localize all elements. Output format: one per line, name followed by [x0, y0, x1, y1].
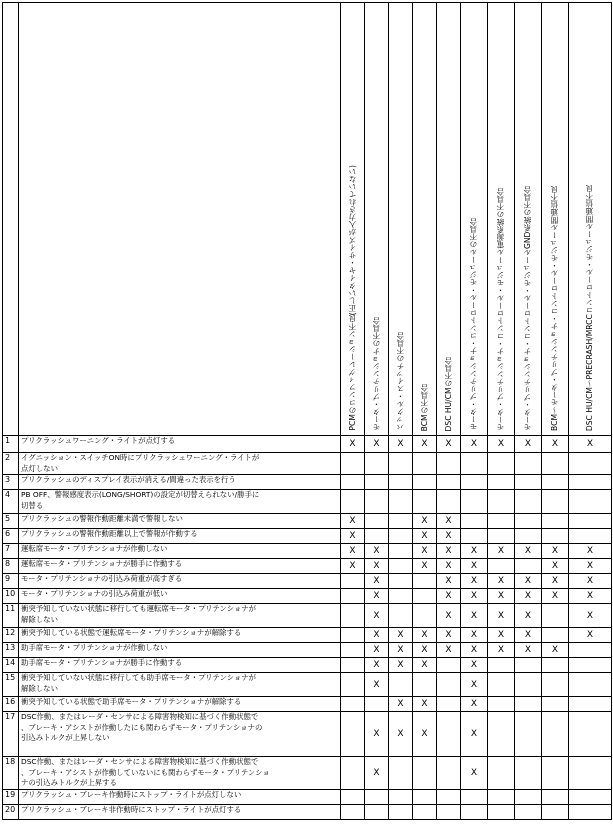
cause-mark-cell [365, 529, 389, 544]
cause-mark-cell: X [365, 544, 389, 559]
cause-mark-cell [413, 475, 437, 490]
cause-mark-cell: X [437, 436, 461, 453]
cause-mark-cell [542, 604, 569, 628]
symptom-text: モータ・プリテンショナの引込み荷重が高すぎる [19, 574, 341, 589]
cause-mark-cell [341, 805, 365, 820]
cause-mark-cell [488, 805, 515, 820]
cause-mark-cell: X [542, 436, 569, 453]
table-row [3, 604, 612, 628]
table-row [3, 757, 612, 790]
cause-mark-cell: X [569, 544, 612, 559]
cause-mark-cell [389, 559, 413, 574]
cause-mark-cell [542, 658, 569, 673]
cause-mark-cell [389, 514, 413, 529]
cause-mark-cell: X [437, 529, 461, 544]
cause-mark-cell: X [341, 544, 365, 559]
cause-mark-cell [341, 604, 365, 628]
cause-mark-cell [488, 453, 515, 475]
cause-mark-cell [569, 658, 612, 673]
cause-mark-cell [341, 589, 365, 604]
cause-mark-cell [488, 673, 515, 697]
cause-mark-cell: X [461, 673, 488, 697]
cause-mark-cell: X [569, 589, 612, 604]
column-header-cause-2 [365, 3, 389, 436]
cause-mark-cell [542, 757, 569, 790]
column-header-label: モータ・プリテンショナ・コントロール・モジュール電源系統の不具合 [496, 187, 505, 431]
cause-mark-cell: X [437, 643, 461, 658]
cause-mark-cell: X [515, 589, 542, 604]
cause-mark-cell [413, 604, 437, 628]
cause-mark-cell: X [569, 574, 612, 589]
cause-mark-cell [389, 475, 413, 490]
cause-mark-cell [515, 757, 542, 790]
cause-mark-cell [461, 805, 488, 820]
cause-mark-cell [341, 658, 365, 673]
cause-mark-cell [461, 475, 488, 490]
column-header-cause-6 [461, 3, 488, 436]
cause-mark-cell [569, 490, 612, 514]
cause-mark-cell [488, 757, 515, 790]
cause-mark-cell [542, 790, 569, 805]
diagnosis-matrix [2, 2, 612, 820]
cause-mark-cell: X [515, 628, 542, 643]
row-number: 10 [3, 589, 19, 604]
cause-mark-cell: X [488, 574, 515, 589]
cause-mark-cell: X [365, 673, 389, 697]
row-number: 17 [3, 712, 19, 757]
cause-mark-cell: X [437, 589, 461, 604]
cause-mark-cell: X [437, 574, 461, 589]
cause-mark-cell [569, 712, 612, 757]
cause-mark-cell: X [515, 643, 542, 658]
cause-mark-cell [389, 589, 413, 604]
column-header-label: BCMの不具合 [419, 383, 429, 431]
cause-mark-cell [389, 604, 413, 628]
cause-mark-cell: X [461, 628, 488, 643]
cause-mark-cell [542, 529, 569, 544]
symptom-text: 運転席モータ・プリテンショナが作動しない [19, 544, 341, 559]
cause-mark-cell [515, 529, 542, 544]
symptom-text: DSC作動、またはレーダ・センサによる障害物検知に基づく作動状態で 、ブレーキ・アシストが作動したにも関わらずモータ・プリテンショナの 引込みトルクが上昇しない [19, 712, 341, 757]
header-corner-number [3, 3, 19, 436]
column-header-cause-9 [542, 3, 569, 436]
cause-mark-cell [413, 453, 437, 475]
cause-mark-cell [569, 643, 612, 658]
symptom-text: 衝突予知している状態で助手席モータ・プリテンショナが解除する [19, 697, 341, 712]
cause-mark-cell: X [341, 559, 365, 574]
cause-mark-cell [569, 757, 612, 790]
column-header-label: モータ・プリテンショナの不具合 [371, 317, 381, 431]
cause-mark-cell [389, 805, 413, 820]
symptom-text: 助手席モータ・プリテンショナが勝手に作動する [19, 658, 341, 673]
column-header-cause-10 [569, 3, 612, 436]
table-row [3, 475, 612, 490]
symptom-text: 衝突予知していない状態に移行しても助手席モータ・プリテンショナが 解除しない [19, 673, 341, 697]
row-number: 13 [3, 643, 19, 658]
cause-mark-cell [515, 559, 542, 574]
cause-mark-cell [542, 712, 569, 757]
row-number: 6 [3, 529, 19, 544]
table-row [3, 490, 612, 514]
cause-mark-cell: X [389, 436, 413, 453]
row-number: 3 [3, 475, 19, 490]
cause-mark-cell: X [461, 436, 488, 453]
cause-mark-cell [569, 790, 612, 805]
cause-mark-cell: X [437, 628, 461, 643]
cause-mark-cell: X [365, 589, 389, 604]
column-header-cause-1 [341, 3, 365, 436]
cause-mark-cell [461, 453, 488, 475]
cause-mark-cell: X [569, 559, 612, 574]
row-number: 11 [3, 604, 19, 628]
cause-mark-cell [488, 790, 515, 805]
cause-mark-cell [515, 805, 542, 820]
cause-mark-cell: X [461, 574, 488, 589]
cause-mark-cell [515, 712, 542, 757]
row-number: 19 [3, 790, 19, 805]
cause-mark-cell [389, 790, 413, 805]
symptom-text: イグニッション・スイッチON時にプリクラッシュワーニング・ライトが 点灯しない [19, 453, 341, 475]
cause-mark-cell [515, 490, 542, 514]
cause-mark-cell: X [389, 628, 413, 643]
symptom-text: プリクラッシュワーニング・ライトが点灯する [19, 436, 341, 453]
cause-mark-cell: X [488, 589, 515, 604]
symptom-text: 衝突予知している状態で運転席モータ・プリテンショナが解除する [19, 628, 341, 643]
cause-mark-cell: X [461, 697, 488, 712]
cause-mark-cell: X [413, 697, 437, 712]
table-row [3, 589, 612, 604]
cause-mark-cell: X [461, 604, 488, 628]
cause-mark-cell: X [365, 658, 389, 673]
cause-mark-cell [437, 757, 461, 790]
row-number: 16 [3, 697, 19, 712]
row-number: 12 [3, 628, 19, 643]
cause-mark-cell [488, 490, 515, 514]
table-row [3, 712, 612, 757]
cause-mark-cell [437, 490, 461, 514]
cause-mark-cell [365, 790, 389, 805]
table-row [3, 436, 612, 453]
cause-mark-cell [515, 658, 542, 673]
cause-mark-cell [515, 453, 542, 475]
cause-mark-cell: X [365, 757, 389, 790]
symptom-text: モータ・プリテンショナの引込み荷重が低い [19, 589, 341, 604]
column-header-label: DSC HU/CMの不具合 [443, 356, 453, 431]
cause-mark-cell: X [413, 628, 437, 643]
cause-mark-cell: X [542, 589, 569, 604]
cause-mark-cell [542, 453, 569, 475]
cause-mark-cell [569, 529, 612, 544]
cause-mark-cell [437, 673, 461, 697]
cause-mark-cell: X [365, 559, 389, 574]
cause-mark-cell [389, 490, 413, 514]
cause-mark-cell: X [341, 529, 365, 544]
cause-mark-cell: X [515, 544, 542, 559]
row-number: 4 [3, 490, 19, 514]
cause-mark-cell: X [542, 643, 569, 658]
cause-mark-cell [437, 475, 461, 490]
cause-mark-cell [365, 697, 389, 712]
cause-mark-cell: X [413, 643, 437, 658]
cause-mark-cell [437, 790, 461, 805]
cause-mark-cell: X [389, 643, 413, 658]
cause-mark-cell [515, 697, 542, 712]
cause-mark-cell: X [413, 658, 437, 673]
cause-mark-cell [341, 712, 365, 757]
cause-mark-cell: X [542, 574, 569, 589]
cause-mark-cell [341, 475, 365, 490]
cause-mark-cell [488, 697, 515, 712]
cause-mark-cell [437, 697, 461, 712]
cause-mark-cell [341, 574, 365, 589]
cause-mark-cell: X [488, 544, 515, 559]
row-number: 8 [3, 559, 19, 574]
cause-mark-cell: X [413, 529, 437, 544]
table-row [3, 514, 612, 529]
cause-mark-cell: X [341, 436, 365, 453]
cause-mark-cell [413, 673, 437, 697]
cause-mark-cell: X [413, 544, 437, 559]
cause-mark-cell [389, 673, 413, 697]
symptom-text: プリクラッシュの警報作動距離未満で警報しない [19, 514, 341, 529]
cause-mark-cell [437, 453, 461, 475]
cause-mark-cell: X [461, 658, 488, 673]
cause-mark-cell: X [437, 544, 461, 559]
cause-mark-cell [341, 490, 365, 514]
cause-mark-cell: X [389, 697, 413, 712]
row-number: 14 [3, 658, 19, 673]
cause-mark-cell: X [413, 712, 437, 757]
table-row [3, 544, 612, 559]
cause-mark-cell [341, 643, 365, 658]
cause-mark-cell: X [488, 643, 515, 658]
cause-mark-cell: X [365, 574, 389, 589]
cause-mark-cell: X [365, 643, 389, 658]
cause-mark-cell [569, 453, 612, 475]
cause-mark-cell: X [437, 514, 461, 529]
cause-mark-cell: X [461, 559, 488, 574]
symptom-text: PB OFF、警報感度表示(LONG/SHORT)の設定が切替えられない/勝手に 切替る [19, 490, 341, 514]
cause-mark-cell: X [413, 559, 437, 574]
symptom-text: DSC作動、またはレーダ・センサによる障害物検知に基づく作動状態で 、ブレーキ・アシストが作動していないにも関わらずモータ・プリテンショ ナの引込みトルクが上昇する [19, 757, 341, 790]
cause-mark-cell: X [488, 604, 515, 628]
cause-mark-cell [515, 673, 542, 697]
row-number: 20 [3, 805, 19, 820]
cause-mark-cell [488, 475, 515, 490]
row-number: 1 [3, 436, 19, 453]
cause-mark-cell [461, 790, 488, 805]
cause-mark-cell [341, 757, 365, 790]
cause-mark-cell: X [461, 757, 488, 790]
cause-mark-cell [413, 589, 437, 604]
cause-mark-cell: X [569, 604, 612, 628]
cause-mark-cell: X [461, 643, 488, 658]
cause-mark-cell [542, 490, 569, 514]
cause-mark-cell [389, 453, 413, 475]
row-number: 5 [3, 514, 19, 529]
cause-mark-cell [461, 529, 488, 544]
cause-mark-cell [341, 697, 365, 712]
cause-mark-cell: X [341, 514, 365, 529]
cause-mark-cell: X [389, 658, 413, 673]
table-row [3, 790, 612, 805]
cause-mark-cell: X [365, 712, 389, 757]
cause-mark-cell [341, 453, 365, 475]
column-header-cause-5 [437, 3, 461, 436]
cause-mark-cell [437, 712, 461, 757]
table-row [3, 697, 612, 712]
cause-mark-cell [437, 805, 461, 820]
cause-mark-cell [413, 757, 437, 790]
row-number: 15 [3, 673, 19, 697]
cause-mark-cell: X [488, 628, 515, 643]
table-row [3, 529, 612, 544]
table-row [3, 805, 612, 820]
cause-mark-cell: X [569, 628, 612, 643]
cause-mark-cell: X [488, 436, 515, 453]
symptom-text: プリクラッシュの警報作動距離以上で警報が作動する [19, 529, 341, 544]
cause-mark-cell [569, 805, 612, 820]
cause-mark-cell [365, 475, 389, 490]
cause-mark-cell [389, 529, 413, 544]
cause-mark-cell [413, 790, 437, 805]
cause-mark-cell: X [365, 628, 389, 643]
cause-mark-cell [341, 673, 365, 697]
cause-mark-cell [365, 514, 389, 529]
cause-mark-cell [515, 790, 542, 805]
cause-mark-cell [515, 475, 542, 490]
cause-mark-cell: X [515, 604, 542, 628]
column-header-cause-3 [389, 3, 413, 436]
cause-mark-cell [413, 805, 437, 820]
cause-mark-cell [488, 712, 515, 757]
column-header-label: モータ・プリテンショナ・コントロール・モジュールGND系統の不具合 [523, 185, 532, 431]
column-header-label: DSC HU/CM〜PRECRASH/MRCCコントロール・モジュール間通信不良 [585, 184, 594, 431]
table-row [3, 559, 612, 574]
cause-mark-cell [341, 790, 365, 805]
table-row [3, 658, 612, 673]
cause-mark-cell: X [413, 514, 437, 529]
column-header-cause-4 [413, 3, 437, 436]
cause-mark-cell [488, 559, 515, 574]
cause-mark-cell: X [437, 559, 461, 574]
symptom-cause-table [2, 2, 612, 820]
cause-mark-cell [488, 514, 515, 529]
column-header-label: モータ・プリテンショナ・コントロール・モジュールの不具合 [469, 218, 478, 431]
cause-mark-cell: X [542, 559, 569, 574]
cause-mark-cell [488, 529, 515, 544]
cause-mark-cell [542, 475, 569, 490]
cause-mark-cell [341, 628, 365, 643]
cause-mark-cell: X [461, 544, 488, 559]
symptom-text: プリクラッシュのディスプレイ表示が消える/間違った表示を行う [19, 475, 341, 490]
column-header-label: BCM〜モータ・プリテンショナ・コントロール・モジュール間通信不良 [550, 186, 559, 431]
cause-mark-cell [542, 514, 569, 529]
cause-mark-cell [569, 475, 612, 490]
cause-mark-cell [389, 544, 413, 559]
table-row [3, 673, 612, 697]
table-row [3, 628, 612, 643]
cause-mark-cell: X [542, 544, 569, 559]
cause-mark-cell [413, 574, 437, 589]
cause-mark-cell [389, 757, 413, 790]
cause-mark-cell [365, 805, 389, 820]
table-row [3, 643, 612, 658]
cause-mark-cell: X [437, 604, 461, 628]
cause-mark-cell: X [365, 436, 389, 453]
symptom-text: 運転席モータ・プリテンショナが勝手に作動する [19, 559, 341, 574]
cause-mark-cell: X [569, 436, 612, 453]
cause-mark-cell [413, 490, 437, 514]
row-number: 7 [3, 544, 19, 559]
cause-mark-cell [365, 490, 389, 514]
column-header-cause-8 [515, 3, 542, 436]
cause-mark-cell [365, 453, 389, 475]
header-corner-symptom [19, 3, 341, 436]
cause-mark-cell: X [461, 589, 488, 604]
column-header-cause-7 [488, 3, 515, 436]
column-header-label: PCMのコンフィグレーション不良(正しいタイヤ・サイズが入力されていない) [347, 165, 357, 431]
cause-mark-cell [542, 673, 569, 697]
cause-mark-cell [569, 673, 612, 697]
cause-mark-cell [389, 574, 413, 589]
cause-mark-cell: X [413, 436, 437, 453]
cause-mark-cell [461, 514, 488, 529]
symptom-text: 衝突予知していない状態に移行しても運転席モータ・プリテンショナが 解除しない [19, 604, 341, 628]
cause-mark-cell: X [365, 604, 389, 628]
table-row [3, 453, 612, 475]
cause-mark-cell: X [461, 712, 488, 757]
cause-mark-cell: X [389, 712, 413, 757]
cause-mark-cell: X [515, 574, 542, 589]
cause-mark-cell [569, 697, 612, 712]
cause-mark-cell [437, 658, 461, 673]
row-number: 2 [3, 453, 19, 475]
column-header-label: バックル・スイッチの不具合 [395, 332, 405, 431]
cause-mark-cell [515, 514, 542, 529]
header-row [3, 3, 612, 436]
cause-mark-cell [461, 490, 488, 514]
cause-mark-cell [542, 628, 569, 643]
cause-mark-cell: X [515, 436, 542, 453]
symptom-text: プリクラッシュ・ブレーキ非作動時にストップ・ライトが点灯する [19, 805, 341, 820]
cause-mark-cell [542, 805, 569, 820]
symptom-text: プリクラッシュ・ブレーキ作動時にストップ・ライトが点灯しない [19, 790, 341, 805]
symptom-text: 助手席モータ・プリテンショナが作動しない [19, 643, 341, 658]
cause-mark-cell [542, 697, 569, 712]
row-number: 18 [3, 757, 19, 790]
cause-mark-cell [569, 514, 612, 529]
table-row [3, 574, 612, 589]
cause-mark-cell [488, 658, 515, 673]
row-number: 9 [3, 574, 19, 589]
